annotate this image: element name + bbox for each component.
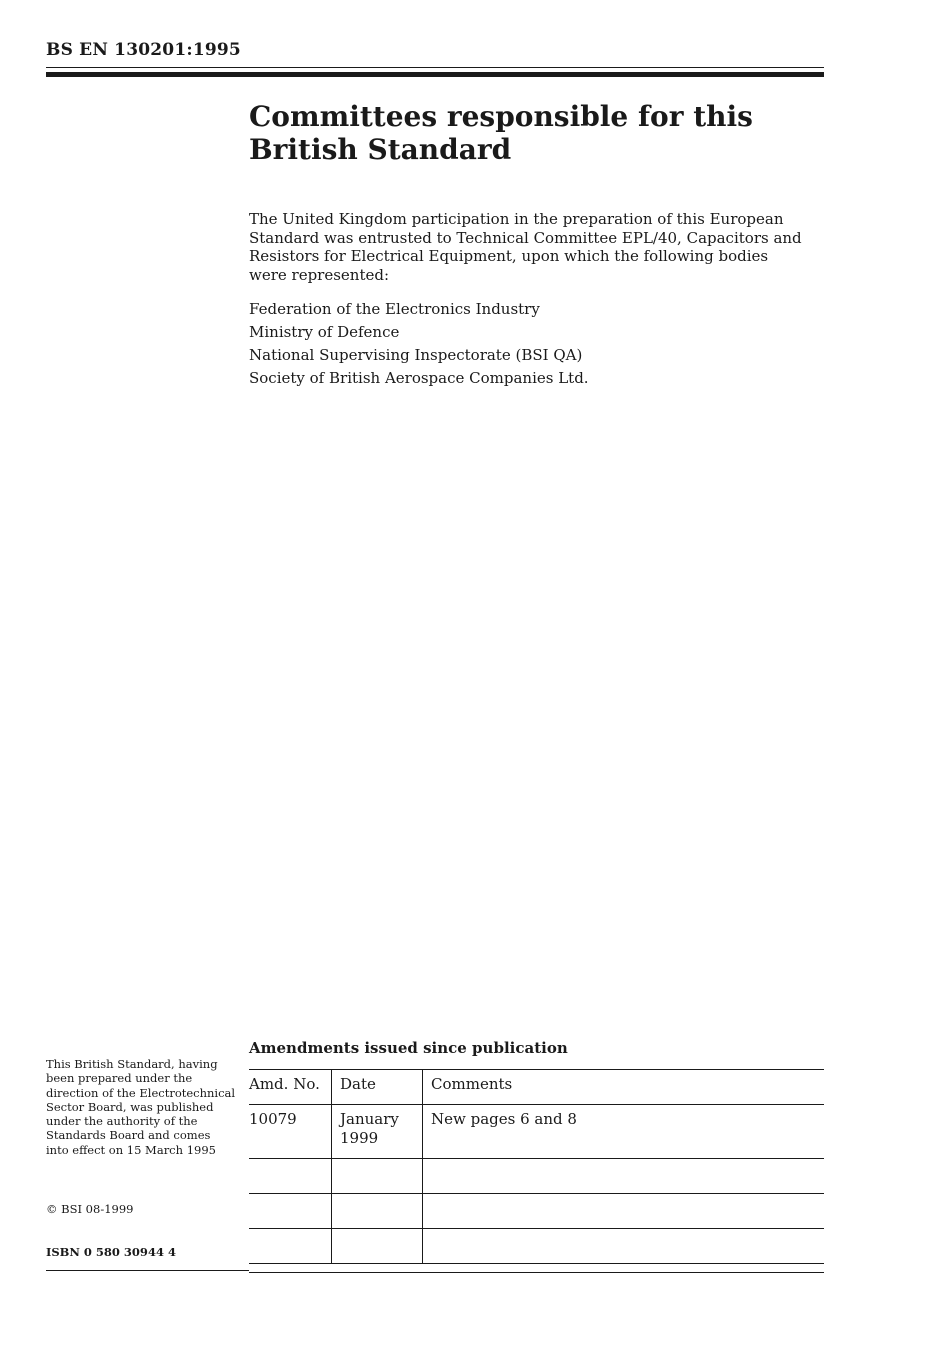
table-row xyxy=(249,1105,824,1159)
page-title xyxy=(249,100,824,166)
header-rule-thick xyxy=(46,72,824,77)
footer-rule-right xyxy=(249,1272,824,1273)
table-cell: New pages 6 and 8 xyxy=(423,1105,825,1159)
table-row xyxy=(249,1159,824,1194)
table-cell xyxy=(423,1229,825,1264)
table-row xyxy=(249,1194,824,1229)
table-header-row xyxy=(249,1070,824,1105)
table-cell xyxy=(332,1194,423,1229)
header-rule-thin xyxy=(46,67,824,68)
list-item: Ministry of Defence xyxy=(249,323,400,341)
represented-bodies-list xyxy=(249,298,824,390)
list-item: Federation of the Electronics Industry xyxy=(249,300,540,318)
table-cell xyxy=(249,1159,332,1194)
list-item: Society of British Aerospace Companies Ltd. xyxy=(249,369,589,387)
table-cell xyxy=(249,1194,332,1229)
table-cell: 10079 xyxy=(249,1105,332,1159)
main-content xyxy=(249,100,824,390)
table-cell xyxy=(332,1159,423,1194)
isbn: ISBN 0 580 30944 4 xyxy=(46,1245,176,1259)
column-header-amd-no: Amd. No. xyxy=(249,1070,332,1105)
copyright-notice: © BSI 08-1999 xyxy=(46,1202,134,1216)
table-cell: January 1999 xyxy=(332,1105,423,1159)
table-cell xyxy=(423,1159,825,1194)
table-cell xyxy=(423,1194,825,1229)
publication-note: This British Standard, having been prepared under the direction of the Electrotechnical Sector Board, was published under the authority of the Standards Board and comes into effect on 15 March 1995 xyxy=(46,1057,236,1157)
footer-rule-left xyxy=(46,1270,249,1271)
table-cell xyxy=(249,1229,332,1264)
page-title-line1: Committees responsible for this xyxy=(249,100,753,133)
amendments-table xyxy=(249,1069,824,1264)
intro-paragraph: The United Kingdom participation in the preparation of this European Standard was entrusted to Technical Committee EPL/40, Capacitors and Resistors for Electrical Equipment, upon which the following bodies were represented: xyxy=(249,210,802,284)
column-header-date: Date xyxy=(332,1070,423,1105)
page-title-line2: British Standard xyxy=(249,133,512,166)
table-cell xyxy=(332,1229,423,1264)
list-item: National Supervising Inspectorate (BSI QA) xyxy=(249,346,583,364)
table-row xyxy=(249,1229,824,1264)
column-header-comments: Comments xyxy=(423,1070,825,1105)
amendments-title: Amendments issued since publication xyxy=(249,1039,568,1057)
document-id: BS EN 130201:1995 xyxy=(46,40,241,60)
